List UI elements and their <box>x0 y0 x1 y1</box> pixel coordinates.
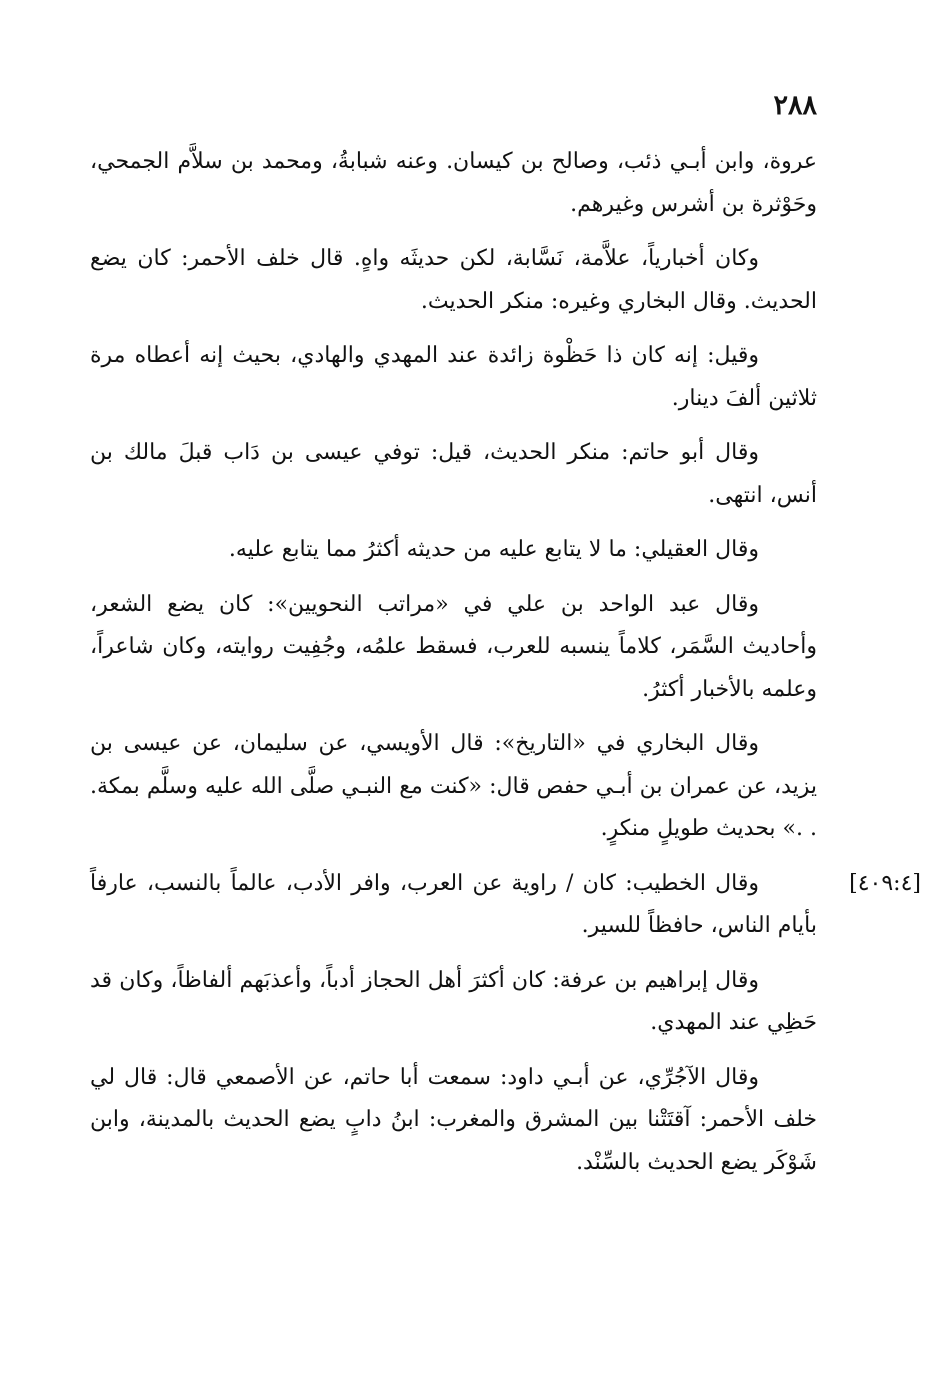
paragraph-block-7 <box>90 723 817 851</box>
paragraph-block-2 <box>90 238 817 323</box>
margin-reference: [٤٠٩:٤] <box>849 870 921 896</box>
paragraph-2: وكان أخبارياً، علاَّمة، نَسَّابة، لكن حديثَه واهٍ. قال خلف الأحمر: كان يضع الحديث. وقال البخاري وغيره: منكر الحديث. <box>90 246 817 314</box>
paragraph-9: وقال إبراهيم بن عرفة: كان أكثرَ أهل الحجاز أدباً، وأعذبَهم ألفاظاً، وكان قد حَظِي عند المهدي. <box>90 967 817 1035</box>
paragraph-4: وقال أبو حاتم: منكر الحديث، قيل: توفي عيسى بن دَاب قبلَ مالك بن أنس، انتهى. <box>90 440 817 508</box>
paragraph-6: وقال عبد الواحد بن علي في «مراتب النحويين»: كان يضع الشعر، وأحاديث السَّمَر، كلاماً ينسبه للعرب، فسقط علمُه، وجُفِيت روايته، وكان شاعراً، وعلمه بالأخبار أكثرُ. <box>90 591 817 702</box>
paragraph-3: وقيل: إنه كان ذا حَظْوة زائدة عند المهدي والهادي، بحيث إنه أعطاه مرة ثلاثين ألفَ دينار. <box>90 343 817 411</box>
paragraph-8: وقال الخطيب: كان / راوية عن العرب، وافر الأدب، عالماً بالنسب، عارفاً بأيام الناس، حافظاً للسير. <box>90 870 817 938</box>
paragraph-block-9 <box>90 960 817 1045</box>
paragraph-1: عروة، وابن أبـي ذئب، وصالح بن كيسان. وعنه شبابةُ، ومحمد بن سلاَّم الجمحي، وحَوْثرة بن أشرس وغيرهم. <box>90 149 817 217</box>
paragraph-block-1 <box>90 141 817 226</box>
paragraph-7: وقال البخاري في «التاريخ»: قال الأويسي، عن سليمان، عن عيسى بن يزيد، عن عمران بن أبـي حفص قال: «كنت مع النبـي صلَّى الله عليه وسلَّم بمكة. . .» بحديث طويلٍ منكرٍ. <box>90 731 817 841</box>
paragraph-5: وقال العقيلي: ما لا يتابع عليه من حديثه أكثرُ مما يتابع عليه. <box>228 537 759 562</box>
paragraph-block-10 <box>90 1057 817 1185</box>
paragraph-block-4 <box>90 432 817 517</box>
paragraph-block-3 <box>90 335 817 420</box>
paragraph-block-6 <box>90 584 817 712</box>
paragraph-block-5 <box>90 529 817 572</box>
paragraph-block-8 <box>90 863 921 948</box>
paragraph-10: وقال الآجُرِّي، عن أبـي داود: سمعت أبا حاتم، عن الأصمعي قال: قال لي خلف الأحمر: آقتَتْنا بين المشرق والمغرب: ابنُ دابٍ يضع الحديث بالمدينة، وابن شَوْكَر يضع الحديث بالسِّنْد. <box>90 1064 817 1175</box>
page-number: ٢٨٨ <box>773 90 817 121</box>
